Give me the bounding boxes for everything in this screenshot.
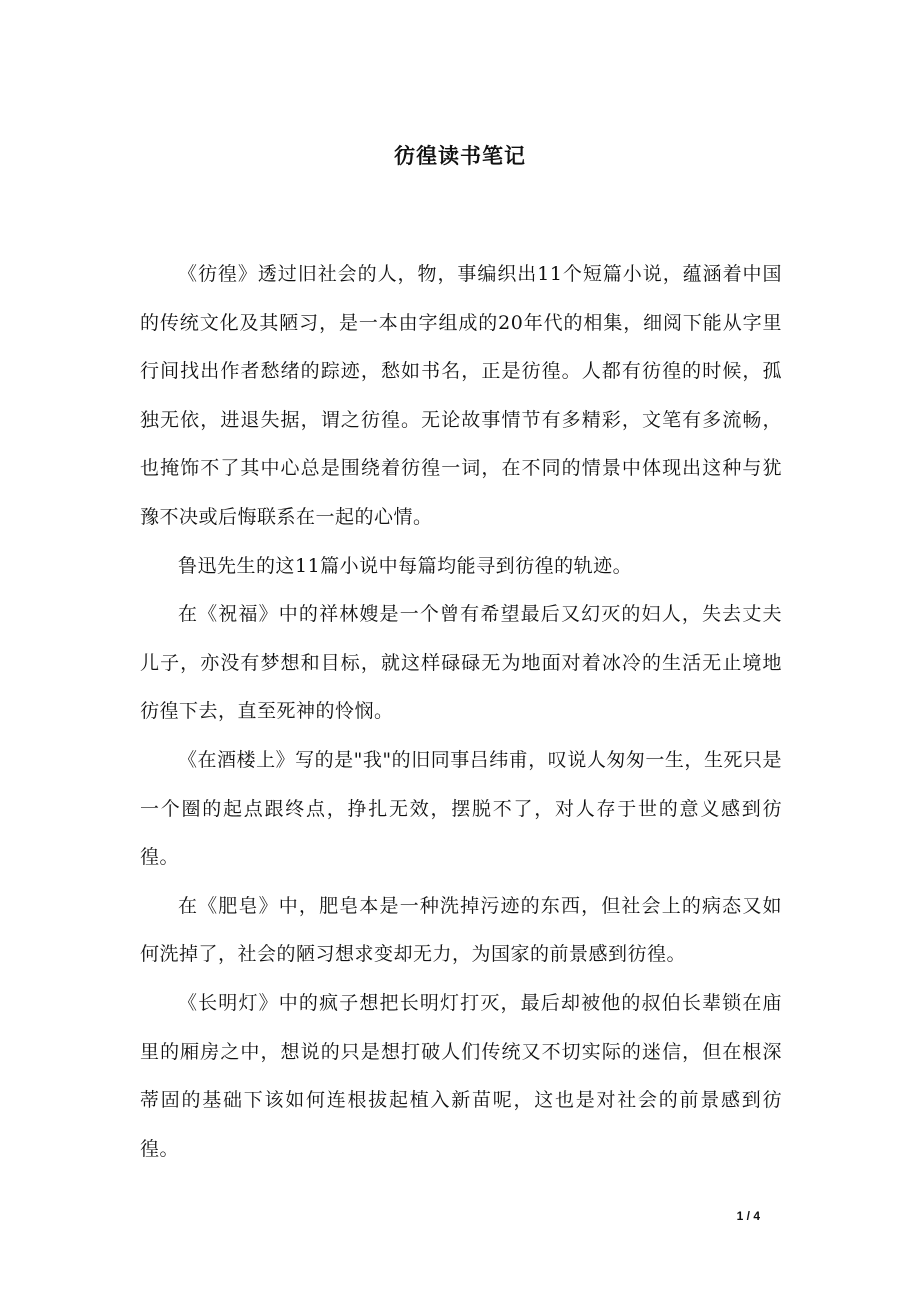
paragraph-intro: 《彷徨》透过旧社会的人，物，事编织出11个短篇小说，蕴涵着中国的传统文化及其陋习，是一本由字组成的20年代的相集，细阅下能从字里行间找出作者愁绪的踪迹，愁如书名，正是彷徨。人都有彷徨的时候，孤独无依，进退失据，谓之彷徨。无论故事情节有多精彩，文笔有多流畅，也掩饰不了其中心总是围绕着彷徨一词，在不同的情景中体现出这种与犹豫不决或后悔联系在一起的心情。 — [140, 263, 782, 528]
paragraph-summary: 鲁迅先生的这11篇小说中每篇均能寻到彷徨的轨迹。 — [178, 554, 633, 577]
document-title: 彷徨读书笔记 — [394, 144, 526, 168]
page-number: 1 / 4 — [736, 1209, 760, 1223]
document-body — [140, 250, 782, 1173]
paragraph-zaijiulou: 《在酒楼上》写的是"我"的旧同事吕纬甫，叹说人匆匆一生，生死只是一个圈的起点跟终点，挣扎无效，摆脱不了，对人存于世的意义感到彷徨。 — [140, 748, 782, 869]
paragraph-feizao: 在《肥皂》中，肥皂本是一种洗掉污迹的东西，但社会上的病态又如何洗掉了，社会的陋习想求变却无力，为国家的前景感到彷徨。 — [140, 894, 782, 966]
paragraph-changmingdeng: 《长明灯》中的疯子想把长明灯打灭，最后却被他的叔伯长辈锁在庙里的厢房之中，想说的只是想打破人们传统又不切实际的迷信，但在根深蒂固的基础下该如何连根拔起植入新苗呢，这也是对社会的前景感到彷徨。 — [140, 991, 782, 1160]
paragraph-zhufu: 在《祝福》中的祥林嫂是一个曾有希望最后又幻灭的妇人，失去丈夫儿子，亦没有梦想和目标，就这样碌碌无为地面对着冰冷的生活无止境地彷徨下去，直至死神的怜悯。 — [140, 603, 782, 723]
